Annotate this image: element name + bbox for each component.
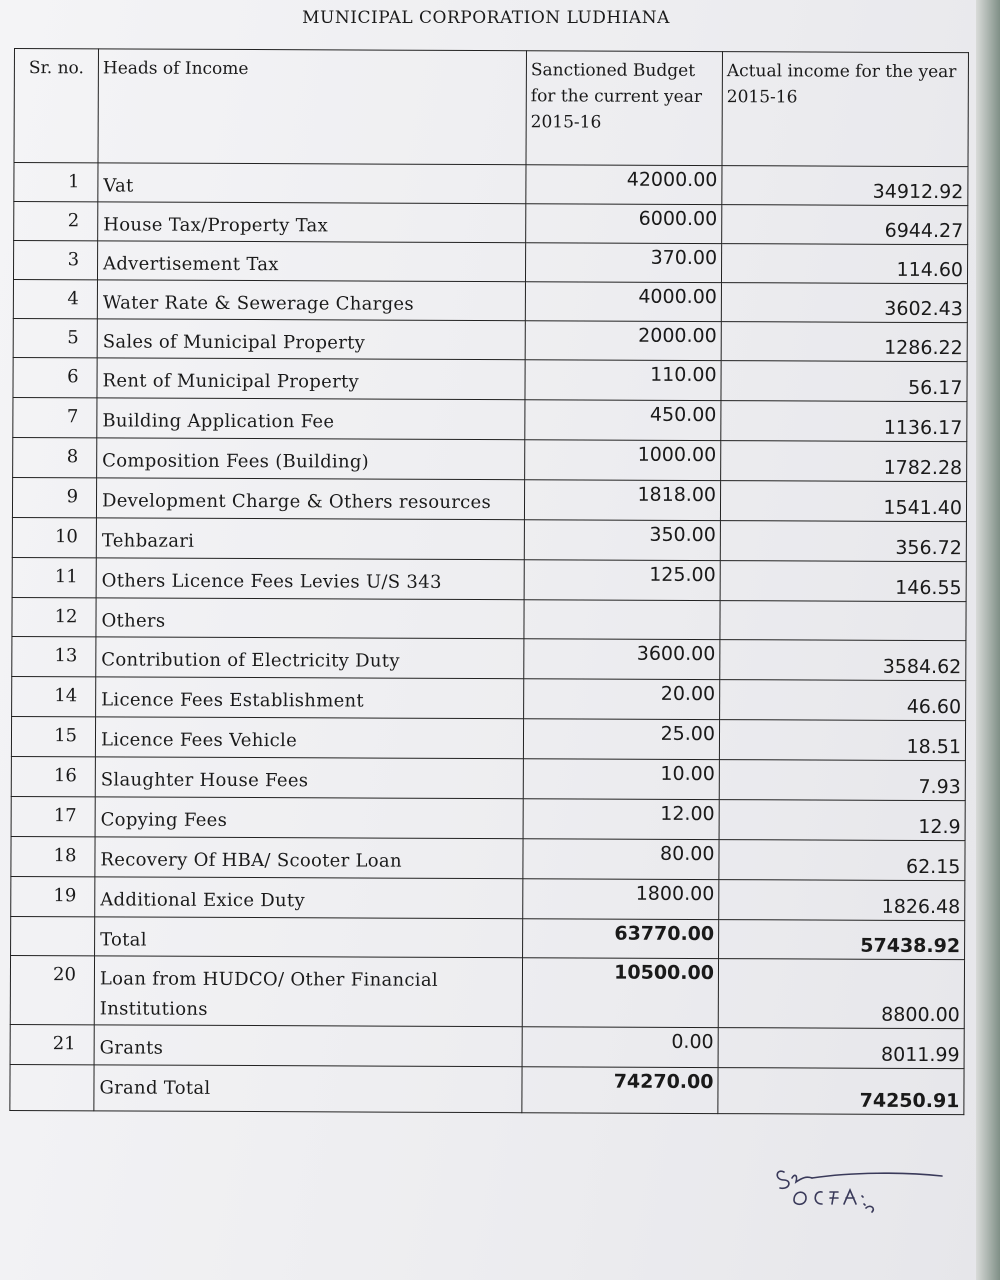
- row-21: [10, 1024, 964, 1068]
- row-sanctioned: 450.00: [525, 400, 721, 441]
- row-actual: 18.51: [719, 720, 965, 761]
- row-actual: 3584.62: [720, 640, 966, 681]
- row-head: Water Rate & Sewerage Charges: [97, 280, 525, 321]
- row-20-sanctioned: 10500.00: [522, 958, 718, 1028]
- row-sr: 14: [12, 676, 96, 716]
- row-21-sr: 21: [10, 1024, 94, 1064]
- income-table: [9, 48, 969, 1115]
- grand-total-sanctioned: 74270.00: [522, 1067, 718, 1114]
- row-sr: 12: [12, 597, 96, 636]
- row-actual: 62.15: [719, 840, 965, 881]
- row-sanctioned: 80.00: [523, 839, 719, 880]
- row-head: Sales of Municipal Property: [97, 319, 525, 360]
- header-actual-income: Actual income for the year 2015-16: [722, 52, 968, 167]
- row-actual: 1541.40: [720, 481, 966, 522]
- table-row: [12, 477, 966, 521]
- grand-total-sr: [10, 1064, 94, 1110]
- row-sr: 7: [13, 397, 97, 437]
- row-actual: 56.17: [721, 361, 967, 402]
- table-row: [12, 597, 966, 640]
- table-row: [11, 756, 965, 800]
- row-sr: 5: [13, 318, 97, 357]
- table-row: [13, 280, 967, 323]
- row-20: [10, 955, 964, 1028]
- row-head: Development Charge & Others resources: [96, 478, 524, 520]
- row-head: Copying Fees: [95, 797, 523, 839]
- table-row: [12, 676, 966, 720]
- table-row: [11, 716, 965, 760]
- total-actual: 57438.92: [719, 920, 965, 960]
- row-sr: 19: [11, 876, 95, 916]
- row-sanctioned: [524, 600, 720, 640]
- row-sanctioned: 6000.00: [526, 204, 722, 244]
- total-sr: [11, 916, 95, 955]
- header-sanctioned-budget: Sanctioned Budget for the current year 2015-16: [526, 51, 722, 166]
- row-head: Additional Exice Duty: [95, 877, 523, 919]
- row-20-sr: 20: [10, 955, 94, 1024]
- row-head: Slaughter House Fees: [95, 757, 523, 799]
- row-sanctioned: 125.00: [524, 560, 720, 601]
- row-actual: 356.72: [720, 521, 966, 562]
- table-body: [11, 163, 968, 921]
- row-actual: 1136.17: [721, 401, 967, 442]
- row-sanctioned: 1800.00: [523, 879, 719, 920]
- row-sanctioned: 1818.00: [524, 480, 720, 521]
- table-row: [11, 796, 965, 840]
- row-sr: 11: [12, 557, 96, 597]
- row-actual: 1826.48: [719, 880, 965, 921]
- row-sanctioned: 2000.00: [525, 321, 721, 361]
- table-row: [11, 836, 965, 880]
- row-sr: 10: [12, 517, 96, 557]
- row-head: Contribution of Electricity Duty: [96, 637, 524, 679]
- handwritten-signature: [772, 1158, 952, 1218]
- row-actual: 146.55: [720, 561, 966, 602]
- row-21-sanctioned: 0.00: [522, 1027, 718, 1068]
- row-actual: [720, 601, 966, 641]
- row-sr: 17: [11, 796, 95, 836]
- row-head: Others Licence Fees Levies U/S 343: [96, 558, 524, 600]
- row-actual: 12.9: [719, 800, 965, 841]
- row-sr: 6: [13, 357, 97, 397]
- header-heads-of-income: Heads of Income: [98, 49, 526, 165]
- row-head: Rent of Municipal Property: [97, 358, 525, 400]
- table-row: [13, 397, 967, 441]
- table-row: [11, 876, 965, 920]
- total-sanctioned: 63770.00: [523, 919, 719, 959]
- table-row: [12, 636, 966, 680]
- grand-total-label: Grand Total: [94, 1065, 522, 1113]
- page-edge-shadow: [976, 0, 1000, 1280]
- row-sanctioned: 25.00: [523, 719, 719, 760]
- row-sr: 3: [13, 241, 97, 280]
- row-head: Vat: [98, 163, 526, 204]
- row-sr: 8: [13, 437, 97, 477]
- row-sr: 16: [11, 756, 95, 796]
- table-row: [14, 202, 968, 245]
- row-21-head: Grants: [94, 1025, 522, 1067]
- row-20-head: Loan from HUDCO/ Other Financial Institutions: [94, 956, 522, 1027]
- row-21-actual: 8011.99: [718, 1028, 964, 1069]
- row-sr: 4: [13, 280, 97, 319]
- row-actual: 6944.27: [722, 205, 968, 245]
- row-head: Composition Fees (Building): [97, 438, 525, 480]
- table-row: [12, 517, 966, 561]
- row-sr: 18: [11, 836, 95, 876]
- grand-total-row: [10, 1064, 964, 1114]
- row-sr: 15: [11, 716, 95, 756]
- row-actual: 1782.28: [721, 441, 967, 482]
- row-sr: 13: [12, 636, 96, 676]
- table-row: [13, 357, 967, 401]
- row-sr: 1: [14, 163, 98, 202]
- row-sanctioned: 370.00: [525, 243, 721, 283]
- row-actual: 34912.92: [722, 166, 968, 206]
- row-sanctioned: 4000.00: [525, 282, 721, 322]
- row-head: Building Application Fee: [97, 398, 525, 440]
- table-row: [13, 241, 967, 284]
- header-row: [14, 49, 968, 167]
- row-sanctioned: 350.00: [524, 520, 720, 561]
- row-sanctioned: 12.00: [523, 799, 719, 840]
- row-head: Licence Fees Establishment: [96, 677, 524, 719]
- total-label: Total: [95, 917, 523, 958]
- row-sanctioned: 20.00: [524, 679, 720, 720]
- row-sanctioned: 1000.00: [525, 440, 721, 481]
- row-actual: 1286.22: [721, 322, 967, 362]
- row-sanctioned: 10.00: [523, 759, 719, 800]
- table-row: [14, 163, 968, 206]
- grand-total-actual: 74250.91: [718, 1068, 964, 1115]
- income-table-container: [14, 48, 968, 1113]
- table-row: [13, 318, 967, 361]
- header-sr-no: Sr. no.: [14, 49, 98, 163]
- row-sanctioned: 3600.00: [524, 639, 720, 680]
- row-head: House Tax/Property Tax: [98, 202, 526, 243]
- table-row: [13, 437, 967, 481]
- row-actual: 7.93: [719, 760, 965, 801]
- row-sanctioned: 110.00: [525, 360, 721, 401]
- row-sr: 2: [14, 202, 98, 241]
- row-head: Recovery Of HBA/ Scooter Loan: [95, 837, 523, 879]
- row-20-actual: 8800.00: [718, 959, 964, 1029]
- row-sanctioned: 42000.00: [526, 165, 722, 205]
- row-head: Tehbazari: [96, 518, 524, 560]
- table-footer: [10, 916, 965, 1114]
- row-actual: 3602.43: [721, 283, 967, 323]
- row-sr: 9: [12, 477, 96, 517]
- row-head: Advertisement Tax: [97, 241, 525, 282]
- total-row: [11, 916, 965, 959]
- row-head: Others: [96, 598, 524, 639]
- document-title: MUNICIPAL CORPORATION LUDHIANA: [302, 8, 670, 28]
- row-actual: 114.60: [721, 244, 967, 284]
- row-head: Licence Fees Vehicle: [95, 717, 523, 759]
- table-row: [12, 557, 966, 601]
- row-actual: 46.60: [720, 680, 966, 721]
